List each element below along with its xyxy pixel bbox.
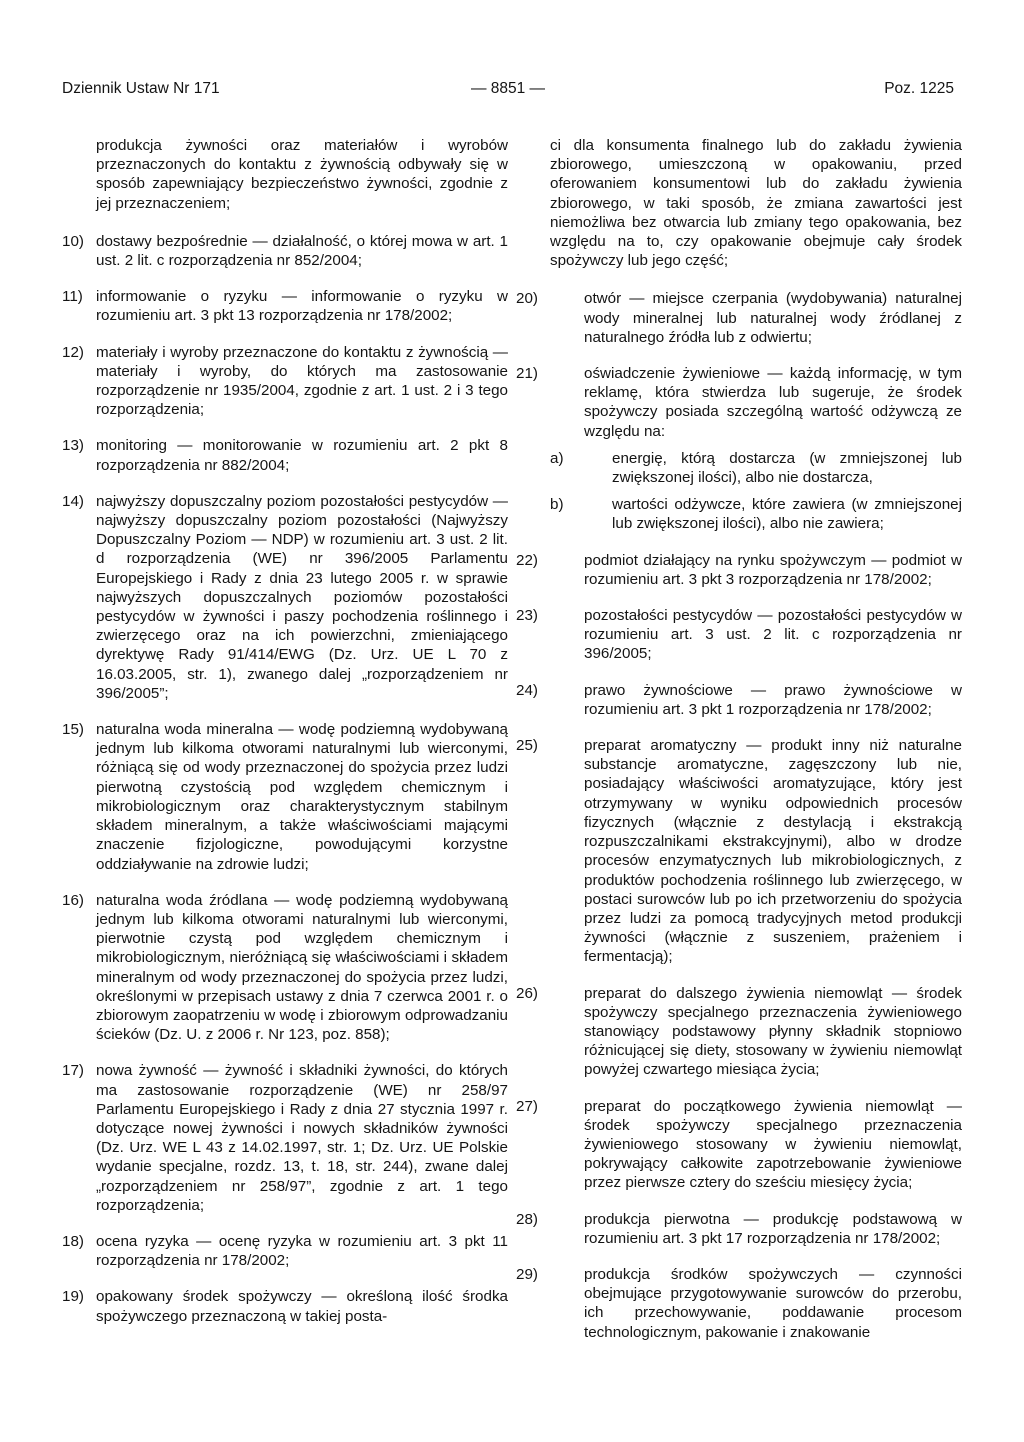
item-number: 23) — [516, 607, 538, 625]
sub-item-letter: b) — [550, 496, 564, 514]
left-column — [62, 136, 508, 1343]
definition-item — [62, 891, 508, 1045]
item-text: naturalna woda mineralna — wodę podziemną wydobywaną jednym lub kilkoma otworami naturalnymi lub wierconymi, różniącą się od wody przeznaczonej do spożycia przez ludzi pierwotną czystością pod względem chemicznym i mikrobiologicznym oraz charakterystycznym stabilnym składem mineralnym, a także właściwościami mającymi znaczenie fizjologiczne, powodującymi korzystne oddziaływanie na zdrowie ludzi; — [96, 721, 508, 873]
item-text: monitoring — monitorowanie w rozumieniu art. 2 pkt 8 rozporządzenia nr 882/2004; — [96, 437, 508, 474]
item-text: nowa żywność — żywność i składniki żywności, do których ma zastosowanie rozporządzenie (WE) nr 258/97 Parlamentu Europejskiego i Rady z dnia 27 stycznia 1997 r. dotyczące nowej żywności i nowych składników żywności (Dz. Urz. WE L 43 z 14.02.1997, str. 1; Dz. Urz. UE Polskie wydanie specjalne, rozdz. 13, t. 18, str. 244), zwane dalej „rozporządzeniem nr 258/97”, zgodnie z art. 1 tego rozporządzenia; — [96, 1062, 508, 1214]
definition-item — [62, 232, 508, 270]
definition-item — [62, 492, 508, 703]
item-number: 26) — [516, 984, 538, 1002]
item-number: 18) — [62, 1232, 84, 1250]
definition-item — [516, 551, 962, 589]
item-number: 28) — [516, 1210, 538, 1228]
item-text: produkcja pierwotna — produkcję podstawową w rozumieniu art. 3 pkt 17 rozporządzenia nr 178/2002; — [584, 1210, 962, 1247]
item-number: 29) — [516, 1265, 538, 1283]
item-number: 24) — [516, 681, 538, 699]
definition-item — [516, 1265, 962, 1342]
item-number: 27) — [516, 1097, 538, 1115]
item-number: 21) — [516, 365, 538, 383]
position-number: Poz. 1225 — [884, 80, 954, 97]
item-text: naturalna woda źródlana — wodę podziemną wydobywaną jednym lub kilkoma otworami naturalnymi lub wierconymi, pierwotnie czystą pod względem chemicznym i mikrobiologicznym, nieróżniącą się właściwościami i składem mineralnym od wody przeznaczonej do spożycia przez ludzi, określonymi w przepisach ustawy z dnia 7 czerwca 2001 r. o zbiorowym zaopatrzeniu w wodę i zbiorowym odprowadzaniu ścieków (Dz. U. z 2006 r. Nr 123, poz. 858); — [96, 891, 508, 1044]
page-header — [62, 76, 954, 102]
definition-item — [516, 984, 962, 1080]
sub-item-text: wartości odżywcze, które zawiera (w zmniejszonej lub zwiększonej ilości), albo nie zawiera; — [612, 496, 962, 533]
item-text: preparat do początkowego żywienia niemowląt — środek spożywczy specjalnego przeznaczenia żywieniowego stosowany w żywieniu niemowląt, pokrywający całkowite zapotrzebowanie żywieniowe przez pierwsze cztery do sześciu miesięcy życia; — [584, 1097, 962, 1192]
continued-paragraph: ci dla konsumenta finalnego lub do zakładu żywienia zbiorowego, umieszczoną w opakowaniu, przed oferowaniem konsumentowi lub do zakładu żywienia zbiorowego, w taki sposób, że zmiana zawartości jest niemożliwa bez otwarcia lub zmiany tego opakowania, bez względu na to, czy opakowanie obejmuje cały środek spożywczy lub jego część; — [550, 137, 962, 270]
definition-item — [516, 364, 962, 534]
item-text: materiały i wyroby przeznaczone do kontaktu z żywnością — materiały i wyroby, do których ma zastosowanie rozporządzenie nr 1935/2004, zgodnie z art. 1 ust. 2 i 3 tego rozporządzenia; — [96, 343, 508, 419]
definition-item — [516, 1210, 962, 1248]
sub-item — [550, 495, 962, 533]
item-text: preparat aromatyczny — produkt inny niż naturalne substancje aromatyczne, zagęszczony lub nie, posiadający właściwości aromatyzujące, który jest otrzymywany w wyniku odpowiednich procesów fizycznych (włącznie z destylacją i ekstrakcją rozpuszczalnikami ekstrakcyjnymi), albo w drodze procesów enzymatycznych lub mikrobiologicznych, z produktów pochodzenia roślinnego lub zwierzęcego, w postaci surowców lub po ich przetworzeniu do spożycia przez ludzi za pomocą tradycyjnych metod produkcji żywności (włącznie z suszeniem, prażeniem i fermentacją); — [584, 737, 962, 966]
item-number: 25) — [516, 737, 538, 755]
item-text: produkcja środków spożywczych — czynności obejmujące przygotowywanie surowców do przerobu, ich przechowywanie, poddawanie procesom technologicznym, pakowanie i znakowanie — [584, 1265, 962, 1341]
definition-item — [62, 1061, 508, 1215]
definition-item — [516, 606, 962, 664]
item-text: dostawy bezpośrednie — działalność, o której mowa w art. 1 ust. 2 lit. c rozporządzenia nr 852/2004; — [96, 232, 508, 270]
item-number: 15) — [62, 721, 84, 739]
continued-paragraph: produkcja żywności oraz materiałów i wyrobów przeznaczonych do kontaktu z żywnością odbywały się w sposób zapewniający bezpieczeństwo żywności, zgodnie z jej przeznaczeniem; — [96, 137, 508, 212]
item-number: 19) — [62, 1288, 84, 1306]
item-number: 17) — [62, 1062, 84, 1080]
item-text: najwyższy dopuszczalny poziom pozostałości pestycydów — najwyższy dopuszczalny poziom pozostałości (Najwyższy Dopuszczalny Poziom — NDP) w rozumieniu art. 3 ust. 2 lit. d rozporządzenia (WE) nr 396/2005 Parlamentu Europejskiego i Rady z dnia 23 lutego 2005 r. w sprawie najwyższych dopuszczalnych poziomów pozostałości pestycydów w żywności i paszy pochodzenia roślinnego i zwierzęcego oraz na ich powierzchni, zmieniającego dyrektywę Rady 91/414/EWG (Dz. Urz. UE L 70 z 16.03.2005, str. 1), zwanego dalej „rozporządzeniem nr 396/2005”; — [96, 492, 508, 702]
sub-item-text: energię, którą dostarcza (w zmniejszonej lub zwiększonej ilości), albo nie dostarcza, — [612, 449, 962, 487]
item-text: informowanie o ryzyku — informowanie o ryzyku w rozumieniu art. 3 pkt 13 rozporządzenia nr 178/2002; — [96, 288, 508, 325]
sub-item — [550, 449, 962, 487]
item-text: ocena ryzyka — ocenę ryzyka w rozumieniu art. 3 pkt 11 rozporządzenia nr 178/2002; — [96, 1232, 508, 1270]
definition-item — [516, 289, 962, 347]
item-number: 22) — [516, 551, 538, 569]
item-number: 12) — [62, 343, 84, 361]
item-number: 14) — [62, 492, 84, 510]
sub-item-letter: a) — [550, 449, 564, 467]
item-number: 10) — [62, 232, 84, 250]
definition-item — [62, 1287, 508, 1325]
right-column — [516, 136, 962, 1359]
item-number: 13) — [62, 437, 84, 455]
definition-item — [62, 343, 508, 420]
definition-item — [62, 1232, 508, 1270]
definition-item — [62, 720, 508, 874]
item-text: opakowany środek spożywczy — określoną ilość środka spożywczego przeznaczoną w takiej posta- — [96, 1288, 508, 1325]
journal-title: Dziennik Ustaw Nr 171 — [62, 80, 220, 97]
item-number: 20) — [516, 290, 538, 308]
item-number: 16) — [62, 891, 84, 909]
item-number: 11) — [62, 288, 83, 306]
item-text: preparat do dalszego żywienia niemowląt — środek spożywczy specjalnego przeznaczenia żywieniowego stanowiący podstawowy płynny składnik stopniowo różnicującej się diety, stosowany w żywieniu niemowląt powyżej czwartego miesiąca życia; — [584, 984, 962, 1079]
definition-item — [62, 287, 508, 325]
definition-item — [516, 681, 962, 719]
page-number: — 8851 — — [470, 80, 546, 97]
definition-item — [62, 436, 508, 474]
item-text: prawo żywnościowe — prawo żywnościowe w rozumieniu art. 3 pkt 1 rozporządzenia nr 178/2002; — [584, 681, 962, 718]
item-text: pozostałości pestycydów — pozostałości pestycydów w rozumieniu art. 3 ust. 2 lit. c rozporządzenia nr 396/2005; — [584, 607, 962, 663]
definition-item — [516, 736, 962, 966]
item-text: otwór — miejsce czerpania (wydobywania) naturalnej wody mineralnej lub naturalnej wody źródlanej z naturalnego źródła lub z odwiertu; — [584, 290, 962, 346]
item-text: oświadczenie żywieniowe — każdą informację, w tym reklamę, która stwierdza lub sugeruje, że środek spożywczy posiada szczególną wartość odżywczą ze względu na: — [584, 365, 962, 440]
item-text: podmiot działający na rynku spożywczym — podmiot w rozumieniu art. 3 pkt 3 rozporządzenia nr 178/2002; — [584, 551, 962, 588]
definition-item — [516, 1097, 962, 1193]
